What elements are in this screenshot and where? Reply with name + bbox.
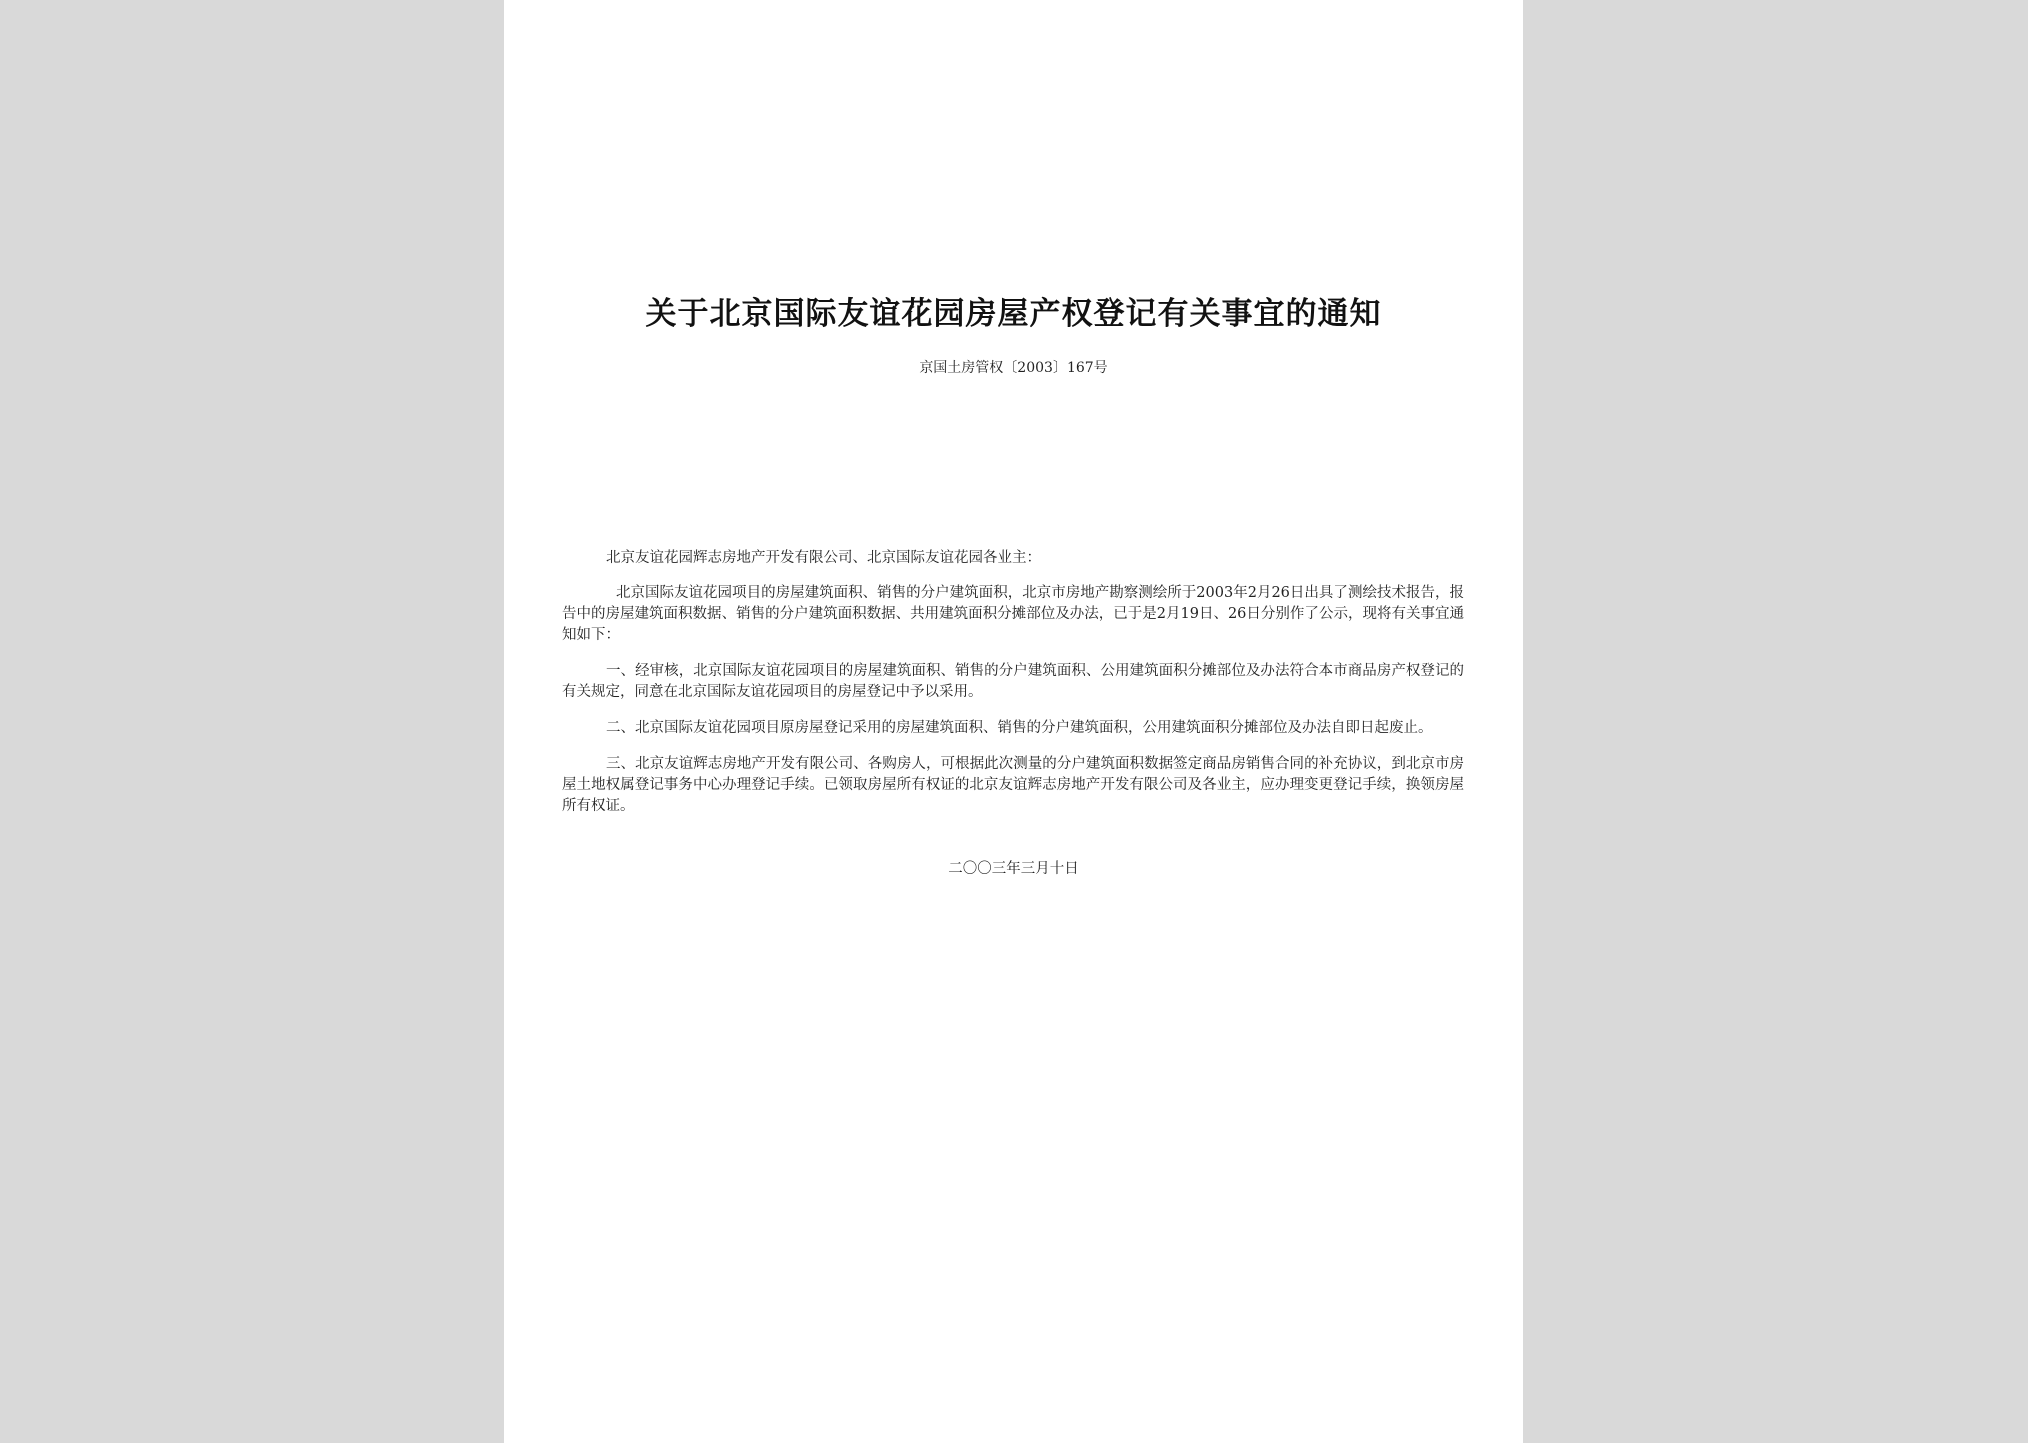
document-title: 关于北京国际友谊花园房屋产权登记有关事宜的通知 — [645, 296, 1382, 332]
document-number: 京国土房管权〔2003〕167号 — [919, 360, 1108, 376]
issue-date: 二〇〇三年三月十日 — [948, 861, 1079, 877]
salutation: 北京友谊花园辉志房地产开发有限公司、北京国际友谊花园各业主： — [606, 550, 1041, 566]
item-paragraph-3: 三、北京友谊辉志房地产开发有限公司、各购房人，可根据此次测量的分户建筑面积数据签定商品房销售合同的补充协议，到北京市房屋土地权属登记事务中心办理登记手续。已领取房屋所有权证的北京友谊辉志房地产开发有限公司及各业主，应办理变更登记手续，换领房屋所有权证。 — [562, 756, 1464, 814]
intro-paragraph: 北京国际友谊花园项目的房屋建筑面积、销售的分户建筑面积，北京市房地产勘察测绘所于2003年2月26日出具了测绘技术报告，报告中的房屋建筑面积数据、销售的分户建筑面积数据、共用建筑面积分摊部位及办法，已于是2月19日、26日分别作了公示，现将有关事宜通知如下： — [562, 585, 1464, 643]
document-page — [504, 0, 1523, 1443]
item-paragraph-1: 一、经审核，北京国际友谊花园项目的房屋建筑面积、销售的分户建筑面积、公用建筑面积分摊部位及办法符合本市商品房产权登记的有关规定，同意在北京国际友谊花园项目的房屋登记中予以采用。 — [562, 663, 1464, 700]
item-paragraph-2: 二、北京国际友谊花园项目原房屋登记采用的房屋建筑面积、销售的分户建筑面积，公用建筑面积分摊部位及办法自即日起废止。 — [606, 720, 1433, 736]
document-body — [562, 548, 1464, 832]
